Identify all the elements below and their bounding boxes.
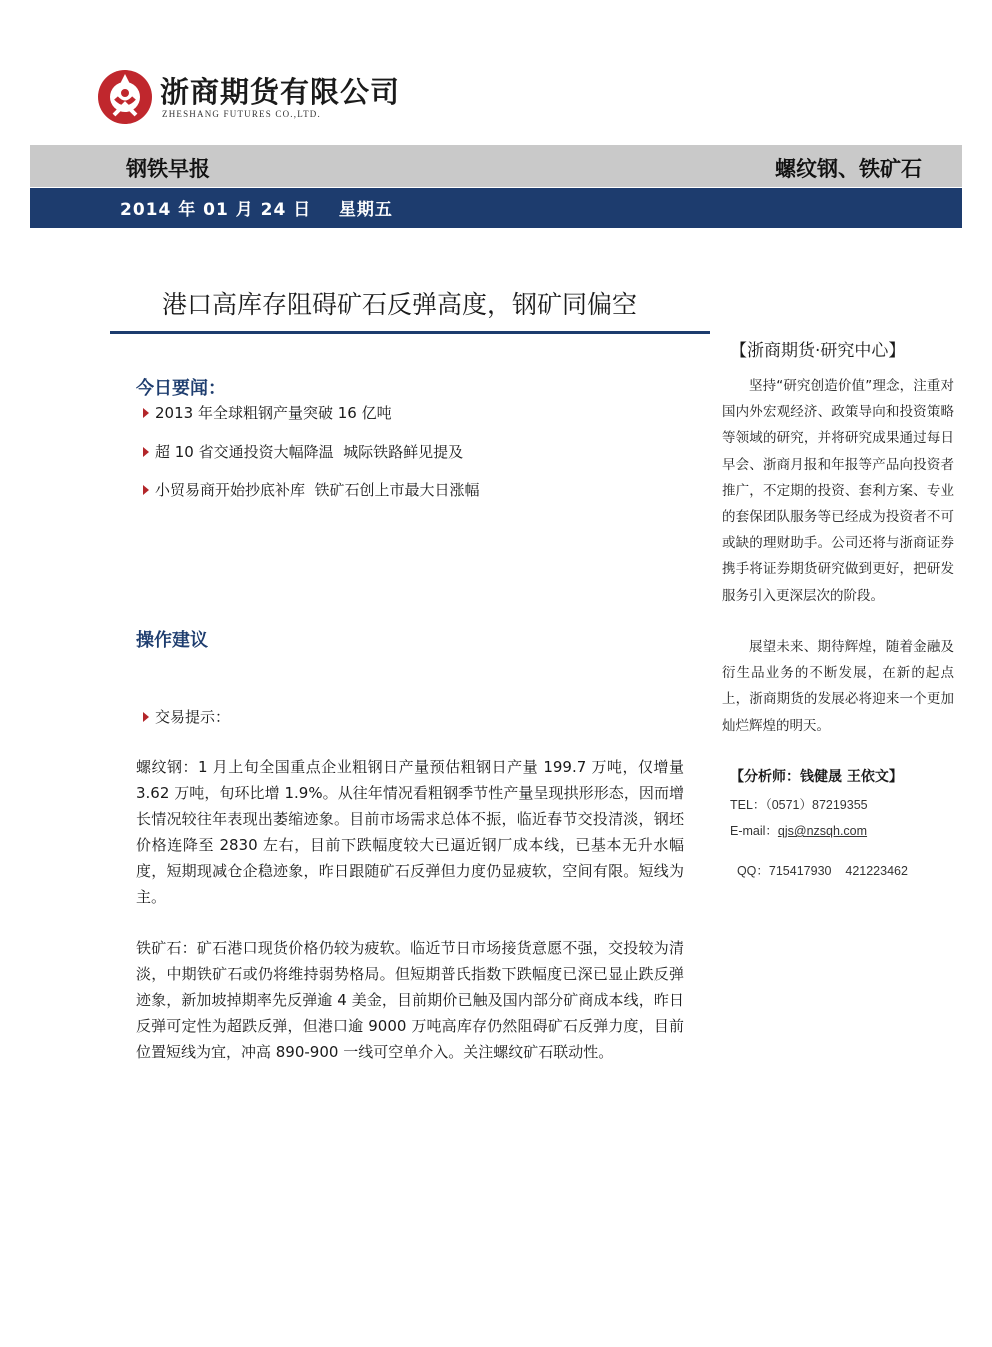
advice-heading: 操作建议	[136, 630, 208, 651]
analyst-names: 【分析师：钱健晟 王依文】	[730, 769, 903, 785]
research-center-heading: 【浙商期货·研究中心】	[730, 341, 906, 361]
news-item: 2013 年全球粗钢产量突破 16 亿吨	[143, 402, 392, 423]
headline: 港口高库存阻碍矿石反弹高度，钢矿同偏空	[162, 290, 638, 319]
contact-qq: QQ：715417930 421223462	[736, 864, 908, 878]
research-center-outlook: 展望未来、期待辉煌，随着金融及衍生品业务的不断发展，在新的起点上，浙商期货的发展必将迎来一个更加灿烂辉煌的明天。	[722, 639, 954, 734]
bullet-arrow-icon	[143, 485, 149, 495]
headline-rule	[110, 331, 710, 334]
contact-email: E-mail：qjs@nzsqh.com	[730, 824, 868, 838]
iron-ore-analysis: 铁矿石：矿石港口现货价格仍较为疲软。临近节日市场接货意愿不强，交投较为清淡，中期铁矿石或仍将维持弱势格局。但短期普氏指数下跌幅度已深已显止跌反弹迹象，新加坡掉期率先反弹逾 4 美金，目前期价已触及国内部分矿商成本线，昨日反弹可定性为超跌反弹，但港口逾 9000 万吨高库存仍然阻碍矿石反弹力度，目前位置短线为宜，冲高 890-900 一线可空单介入。关注螺纹矿石联动性。	[136, 939, 684, 1061]
news-heading: 今日要闻：	[136, 378, 226, 399]
company-name-en: ZHESHANG FUTURES CO.,LTD.	[162, 109, 321, 119]
tip-label: 交易提示：	[143, 706, 230, 727]
bullet-arrow-icon	[143, 712, 149, 722]
bullet-arrow-icon	[143, 408, 149, 418]
company-logo	[96, 68, 154, 126]
email-link[interactable]: qjs@nzsqh.com	[777, 824, 868, 838]
news-item: 小贸易商开始抄底补库 铁矿石创上市最大日涨幅	[143, 479, 480, 500]
report-date: 2014 年 01 月 24 日 星期五	[120, 200, 393, 220]
commodities: 螺纹钢、铁矿石	[775, 157, 922, 181]
research-center-intro: 坚持“研究创造价值”理念，注重对国内外宏观经济、政策导向和投资策略等领域的研究，并将研究成果通过每日早会、浙商月报和年报等产品向投资者推广，不定期的投资、套利方案、专业的套保团队服务等已经成为投资者不可或缺的理财助手。公司还将与浙商证券携手将证券期货研究做到更好，把研发服务引入更深层次的阶段。	[722, 378, 954, 604]
news-item: 超 10 省交通投资大幅降温 城际铁路鲜见提及	[143, 441, 463, 462]
rebar-analysis: 螺纹钢：1 月上旬全国重点企业粗钢日产量预估粗钢日产量 199.7 万吨，仅增量 3.62 万吨，旬环比增 1.9%。从往年情况看粗钢季节性产量呈现拱形形态，因而增长情况较往年表现出萎缩迹象。目前市场需求总体不振，临近春节交投清淡，钢坯价格连降至 2830 左右，目前下跌幅度较大已逼近钢厂成本线，已基本无升水幅度，短期现减仓企稳迹象，昨日跟随矿石反弹但力度仍显疲软，空间有限。短线为主。	[136, 758, 684, 906]
contact-tel: TEL：（0571）87219355	[730, 798, 868, 812]
bullet-arrow-icon	[143, 447, 149, 457]
company-name-cn: 浙商期货有限公司	[160, 75, 401, 109]
report-type: 钢铁早报	[126, 157, 210, 181]
